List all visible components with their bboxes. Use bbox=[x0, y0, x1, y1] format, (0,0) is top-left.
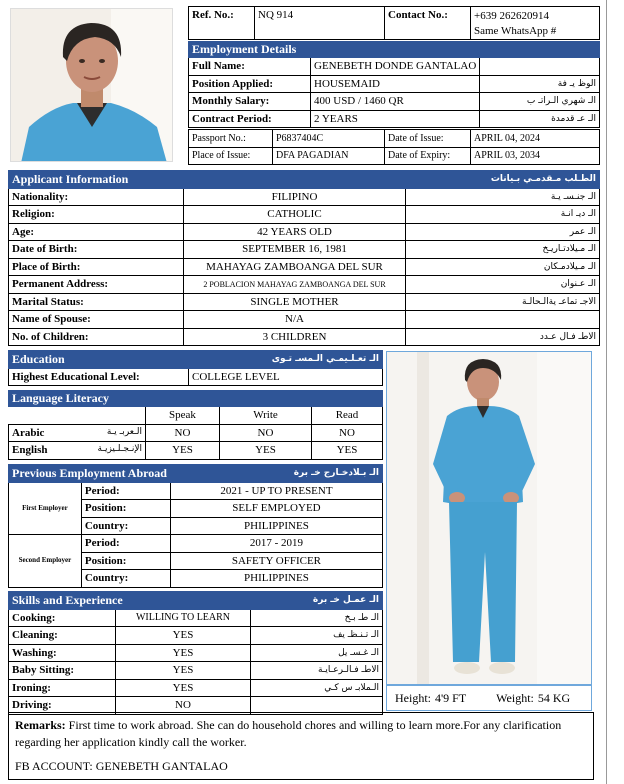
place-issue-label: Place of Issue: bbox=[189, 147, 273, 165]
arabic-write: NO bbox=[220, 424, 312, 442]
cooking-ar: الـ طـ بـخ bbox=[251, 609, 383, 627]
language-table bbox=[8, 390, 383, 460]
applicant-title: Applicant Information bbox=[9, 171, 406, 189]
contact-label: Contact No.: bbox=[385, 7, 471, 40]
write-header: Write bbox=[220, 407, 312, 425]
country-value-1: PHILIPPINES bbox=[170, 517, 382, 535]
expiry-value: APRIL 03, 2034 bbox=[471, 147, 600, 165]
religion-ar: الـ ديـ انـة bbox=[406, 206, 600, 224]
expiry-label: Date of Expiry: bbox=[385, 147, 471, 165]
age-ar: الـ عمر bbox=[406, 223, 600, 241]
page-edge bbox=[606, 0, 607, 784]
babysitting-value: YES bbox=[116, 662, 251, 680]
table-row bbox=[9, 223, 600, 241]
education-level-value: COLLEGE LEVEL bbox=[189, 368, 383, 386]
nationality-value: FILIPINO bbox=[184, 188, 406, 206]
education-title: Education bbox=[9, 351, 189, 369]
english-ar: الإنـجـلـيزيـة bbox=[97, 444, 142, 455]
salary-ar: الـ شهري الـراتـ ب bbox=[480, 93, 600, 111]
remarks-label: Remarks: bbox=[15, 718, 66, 732]
ref-value: NQ 914 bbox=[255, 7, 385, 40]
religion-value: CATHOLIC bbox=[184, 206, 406, 224]
salary-label: Monthly Salary: bbox=[189, 93, 311, 111]
header-table bbox=[188, 6, 600, 40]
remarks-box bbox=[8, 712, 594, 780]
period-label-2: Period: bbox=[81, 535, 170, 553]
table-row bbox=[9, 627, 383, 645]
address-value: 2 POBLACION MAHAYAG ZAMBOANGA DEL SUR bbox=[184, 276, 406, 294]
cleaning-value: YES bbox=[116, 627, 251, 645]
fullname-ar bbox=[480, 58, 600, 76]
dob-value: SEPTEMBER 16, 1981 bbox=[184, 241, 406, 259]
address-label: Permanent Address: bbox=[9, 276, 184, 294]
remarks-paragraph bbox=[15, 717, 587, 751]
country-value-2: PHILIPPINES bbox=[170, 570, 382, 588]
cooking-label: Cooking: bbox=[9, 609, 116, 627]
english-label: English bbox=[12, 444, 48, 457]
position-value: HOUSEMAID bbox=[311, 75, 480, 93]
salary-value: 400 USD / 1460 QR bbox=[311, 93, 480, 111]
arabic-label: Arabic bbox=[12, 426, 45, 439]
fullname-value: GENEBETH DONDE GANTALAO bbox=[311, 58, 480, 76]
skills-title: Skills and Experience bbox=[9, 592, 251, 610]
table-row bbox=[9, 258, 600, 276]
period-value-1: 2021 - UP TO PRESENT bbox=[170, 482, 382, 500]
passport-value: P6837404C bbox=[273, 130, 385, 148]
english-read: YES bbox=[312, 442, 383, 460]
full-body-illustration bbox=[387, 352, 591, 684]
position-value-1: SELF EMPLOYED bbox=[170, 500, 382, 518]
read-header: Read bbox=[312, 407, 383, 425]
contract-label: Contract Period: bbox=[189, 110, 311, 128]
spouse-label: Name of Spouse: bbox=[9, 311, 184, 329]
portrait-illustration bbox=[11, 9, 173, 162]
table-row bbox=[9, 276, 600, 294]
ref-label: Ref. No.: bbox=[189, 7, 255, 40]
dob-label: Date of Birth: bbox=[9, 241, 184, 259]
body-stats bbox=[386, 685, 592, 711]
previous-title-ar: الـ بـلادخـارج خـ برة bbox=[170, 465, 382, 483]
english-write: YES bbox=[220, 442, 312, 460]
position-label: Position Applied: bbox=[189, 75, 311, 93]
babysitting-label: Baby Sitting: bbox=[9, 662, 116, 680]
weight-value: 54 KG bbox=[537, 690, 571, 705]
washing-ar: الـ غـسـ يل bbox=[251, 644, 383, 662]
country-label-1: Country: bbox=[81, 517, 170, 535]
skills-table bbox=[8, 591, 383, 715]
arabic-cell bbox=[9, 424, 146, 442]
employment-title: Employment Details bbox=[189, 42, 600, 58]
pob-ar: الـ مـيلادمـكان bbox=[406, 258, 600, 276]
babysitting-ar: الاطـ فـالـرعـايـة bbox=[251, 662, 383, 680]
table-row bbox=[9, 293, 600, 311]
height-value: 4'9 FT bbox=[435, 690, 467, 705]
age-value: 42 YEARS OLD bbox=[184, 223, 406, 241]
pob-label: Place of Birth: bbox=[9, 258, 184, 276]
children-ar: الاطـ فـال عـدد bbox=[406, 328, 600, 346]
table-row bbox=[9, 206, 600, 224]
country-label-2: Country: bbox=[81, 570, 170, 588]
issue-date-value: APRIL 04, 2024 bbox=[471, 130, 600, 148]
religion-label: Religion: bbox=[9, 206, 184, 224]
education-level-label: Highest Educational Level: bbox=[9, 368, 189, 386]
contact-value: +639 262620914 bbox=[474, 10, 549, 22]
applicant-table bbox=[8, 170, 600, 346]
ironing-ar: الـملابـ س كـي bbox=[251, 679, 383, 697]
washing-label: Washing: bbox=[9, 644, 116, 662]
driving-value: NO bbox=[116, 697, 251, 715]
previous-table bbox=[8, 464, 383, 588]
position-value-2: SAFETY OFFICER bbox=[170, 552, 382, 570]
skills-title-ar: الـ عمـل خـ برة bbox=[251, 592, 383, 610]
pob-value: MAHAYAG ZAMBOANGA DEL SUR bbox=[184, 258, 406, 276]
table-row bbox=[9, 609, 383, 627]
address-ar: الـ عـنوان bbox=[406, 276, 600, 294]
table-row bbox=[9, 679, 383, 697]
position-ar: الوظ يـ فة bbox=[480, 75, 600, 93]
table-row bbox=[9, 241, 600, 259]
education-table bbox=[8, 350, 383, 386]
position-label-1: Position: bbox=[81, 500, 170, 518]
spouse-value: N/A bbox=[184, 311, 406, 329]
height-label: Height: bbox=[395, 690, 431, 705]
speak-header: Speak bbox=[146, 407, 220, 425]
table-row bbox=[9, 424, 383, 442]
ironing-value: YES bbox=[116, 679, 251, 697]
cleaning-ar: الـ تـنـظـ يف bbox=[251, 627, 383, 645]
period-label-1: Period: bbox=[81, 482, 170, 500]
place-issue-value: DFA PAGADIAN bbox=[273, 147, 385, 165]
contract-value: 2 YEARS bbox=[311, 110, 480, 128]
children-value: 3 CHILDREN bbox=[184, 328, 406, 346]
applicant-title-ar: الطـلب مـقدمـي بـيانات bbox=[406, 171, 600, 189]
table-row bbox=[9, 644, 383, 662]
remarks-text: First time to work abroad. She can do household chores and willing to learn more.For any clarification regarding her application kindly call the worker. bbox=[15, 718, 562, 749]
education-title-ar: الـ تعـلـيمـي الـمسـ تـوى bbox=[189, 351, 383, 369]
passport-label: Passport No.: bbox=[189, 130, 273, 148]
washing-value: YES bbox=[116, 644, 251, 662]
portrait-photo bbox=[10, 8, 173, 162]
children-label: No. of Children: bbox=[9, 328, 184, 346]
nationality-ar: الـ جنـسـ يـة bbox=[406, 188, 600, 206]
arabic-ar: الـعربـ يـة bbox=[106, 426, 142, 437]
driving-label: Driving: bbox=[9, 697, 116, 715]
marital-ar: الاجـ تماعـ يةالـحالـة bbox=[406, 293, 600, 311]
full-body-photo bbox=[386, 351, 592, 685]
contract-ar: الـ عـ قدمدة bbox=[480, 110, 600, 128]
passport-table bbox=[188, 129, 600, 165]
table-row bbox=[9, 662, 383, 680]
cleaning-label: Cleaning: bbox=[9, 627, 116, 645]
table-row bbox=[9, 328, 600, 346]
position-label-2: Position: bbox=[81, 552, 170, 570]
arabic-speak: NO bbox=[146, 424, 220, 442]
cooking-value: WILLING TO LEARN bbox=[116, 609, 251, 627]
second-employer-label: Second Employer bbox=[9, 535, 82, 588]
employment-table bbox=[188, 41, 600, 128]
language-title: Language Literacy bbox=[9, 391, 383, 407]
fb-account: FB ACCOUNT: GENEBETH GANTALAO bbox=[15, 759, 228, 773]
first-employer-label: First Employer bbox=[9, 482, 82, 535]
contact-note: Same WhatsApp # bbox=[474, 25, 557, 37]
english-cell bbox=[9, 442, 146, 460]
nationality-label: Nationality: bbox=[9, 188, 184, 206]
spouse-ar bbox=[406, 311, 600, 329]
weight-label: Weight: bbox=[496, 690, 534, 705]
marital-label: Marital Status: bbox=[9, 293, 184, 311]
table-row bbox=[9, 311, 600, 329]
dob-ar: الـ مـيلادتـاريـخ bbox=[406, 241, 600, 259]
age-label: Age: bbox=[9, 223, 184, 241]
period-value-2: 2017 - 2019 bbox=[170, 535, 382, 553]
arabic-read: NO bbox=[312, 424, 383, 442]
table-row bbox=[9, 188, 600, 206]
table-row bbox=[9, 442, 383, 460]
previous-title: Previous Employment Abroad bbox=[9, 465, 171, 483]
ironing-label: Ironing: bbox=[9, 679, 116, 697]
marital-value: SINGLE MOTHER bbox=[184, 293, 406, 311]
issue-date-label: Date of Issue: bbox=[385, 130, 471, 148]
contact-cell bbox=[471, 7, 600, 40]
fullname-label: Full Name: bbox=[189, 58, 311, 76]
english-speak: YES bbox=[146, 442, 220, 460]
